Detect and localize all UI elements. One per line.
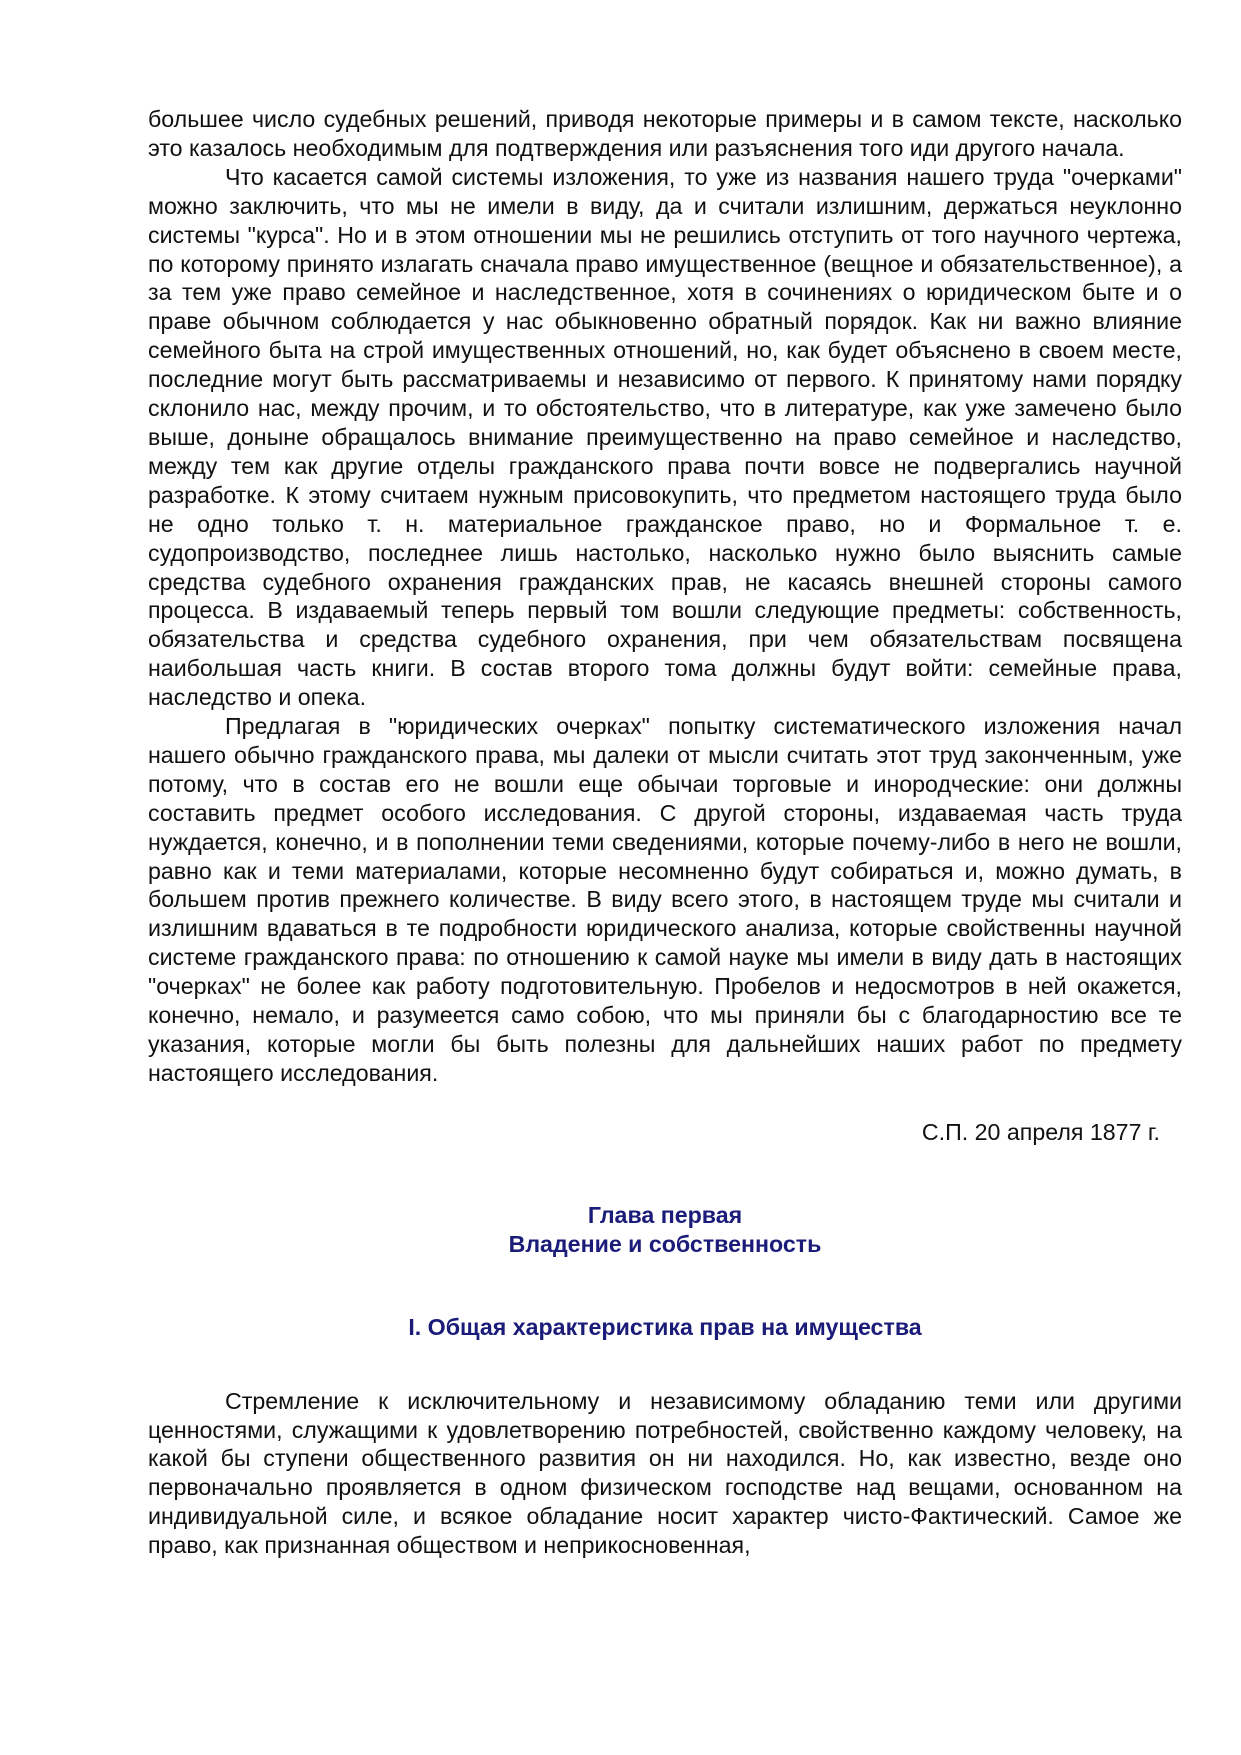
section-heading: I. Общая характеристика прав на имущества [408, 1313, 922, 1340]
chapter-number: Глава первая [587, 1201, 743, 1228]
chapter-title: Владение и собственность [508, 1230, 822, 1257]
paragraph-continuation: большее число судебных решений, приводя некоторые примеры и в самом тексте, насколько это казалось необходимым для подтверждения или разъяснения того иди другого начала. [148, 106, 1182, 161]
paragraph-juridical-essays: Предлагая в "юридических очерках" попытку систематического изложения начал нашего обычно гражданского права, мы далеки от мысли считать этот труд законченным, уже потому, что в состав его не вошли еще обычаи торговые и инородческие: они должны составить предмет особого исследования. С другой стороны, издаваемая часть труда нуждается, конечно, и в пополнении теми сведениями, которые почему-либо в него не вошли, равно как и теми материалами, которые несомненно будут собираться и, можно думать, в большем против прежнего количестве. В виду всего этого, в настоящем труде мы считали и излишним вдаваться в те подробности юридического анализа, которые свойственны научной системе гражданского права: по отношению к самой науке мы имели в виду дать в настоящих "очерках" не более как работу подготовительную. Пробелов и недосмотров в ней окажется, конечно, немало, и разумеется само собою, что мы приняли бы с благодарностию все те указания, которые могли бы быть полезны для дальнейших наших работ по предмету настоящего исследования. [148, 713, 1182, 1086]
date-signature: С.П. 20 апреля 1877 г. [921, 1118, 1160, 1145]
chapter-heading [148, 1201, 1182, 1259]
paragraph-system-of-exposition: Что касается самой системы изложения, то уже из названия нашего труда "очерками" можно заключить, что мы не имели в виду, да и считали излишним, держаться неуклонно системы "курса". Но и в этом отношении мы не решились отступить от того научного чертежа, по которому принято излагать сначала право имущественное (вещное и обязательственное), а за тем уже право семейное и наследственное, хотя в сочинениях о юридическом быте и о праве обычном соблюдается у нас обыкновенно обратный порядок. Как ни важно влияние семейного быта на строй имущественных отношений, но, как будет объяснено в своем месте, последние могут быть рассматриваемы и независимо от первого. К принятому нами порядку склонило нас, между прочим, и то обстоятельство, что в литературе, как уже замечено было выше, доныне обращалось внимание преимущественно на право семейное и наследство, между тем как другие отделы гражданского права почти вовсе не подвергались научной разработке. К этому считаем нужным присовокупить, что предметом настоящего труда было не одно только т. н. материальное гражданское право, но и Формальное т. е. судопроизводство, последнее лишь настолько, насколько нужно было выяснить самые средства судебного охранения гражданских прав, не касаясь внешней стороны самого процесса. В издаваемый теперь первый том вошли следующие предметы: собственность, обязательства и средства судебного охранения, при чем обязательствам посвящена наибольшая часть книги. В состав второго тома должны будут войти: семейные права, наследство и опека. [148, 163, 1182, 711]
document-page [148, 105, 1182, 1560]
paragraph-property-rights: Стремление к исключительному и независимому обладанию теми или другими ценностями, служащими к удовлетворению потребностей, свойственно каждому человеку, на какой бы ступени общественного развития он ни находился. Но, как известно, везде оно первоначально проявляется в одном физическом господстве над вещами, основанном на индивидуальной силе, и всякое обладание носит характер чисто-Фактический. Самое же право, как признанная обществом и неприкосновенная, [148, 1387, 1182, 1559]
